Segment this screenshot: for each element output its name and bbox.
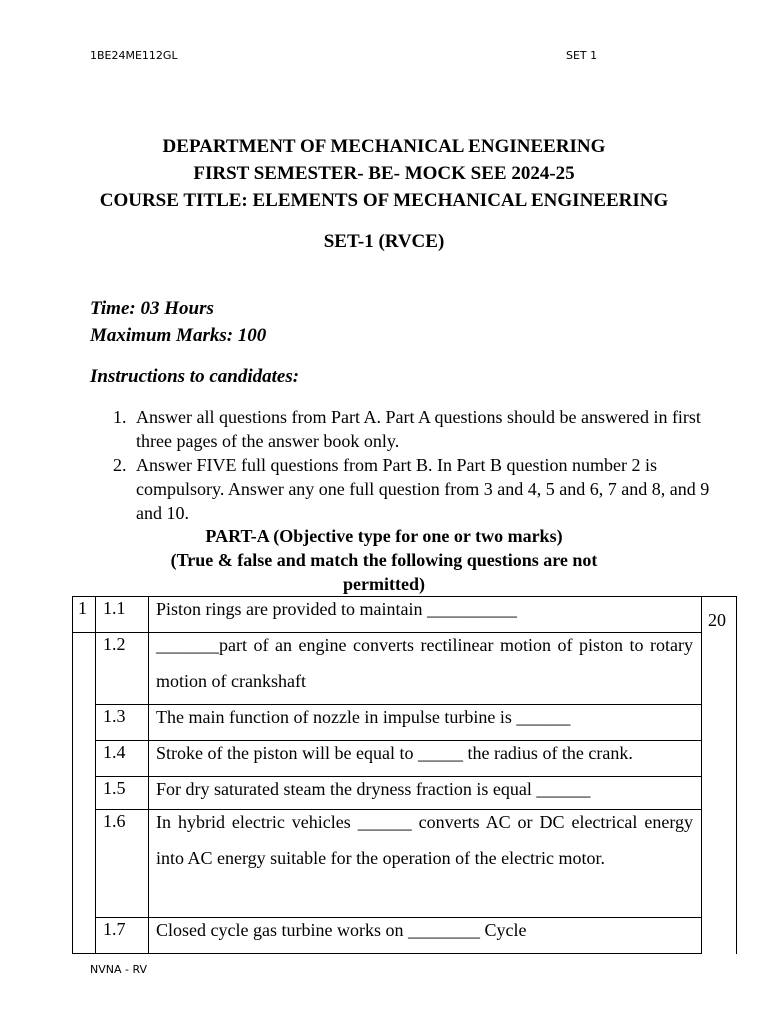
part-a-note: (True & false and match the following questions are not: [170, 550, 598, 570]
column-divider: [148, 596, 149, 954]
question-text: Closed cycle gas turbine works on ________ Cycle: [156, 920, 527, 940]
instructions-heading: Instructions to candidates:: [90, 366, 300, 387]
subquestion-number: 1.3: [103, 706, 126, 726]
subquestion-number: 1.1: [103, 598, 126, 618]
question-number-column: [72, 632, 95, 954]
question-text: _______part of an engine converts rectilinear motion of piston to rotary motion of crankshaft: [156, 635, 693, 691]
set-label: SET 1: [566, 49, 598, 62]
footer: NVNA - RV: [90, 963, 148, 976]
document-code: 1BE24ME112GL: [90, 49, 178, 62]
semester-title: FIRST SEMESTER- BE- MOCK SEE 2024-25: [193, 163, 575, 184]
subquestion-number: 1.4: [103, 742, 126, 762]
part-a-note-continued: permitted): [343, 574, 425, 594]
question-number: 1: [78, 598, 87, 618]
instruction-item: [113, 405, 723, 453]
subquestion-number: 1.6: [103, 811, 126, 831]
question-text: The main function of nozzle in impulse turbine is ______: [156, 707, 571, 727]
exam-time: Time: 03 Hours: [90, 298, 214, 319]
question-text: In hybrid electric vehicles ______ converts AC or DC electrical energy into AC energy suitable for the operation of the electric motor.: [156, 812, 693, 868]
department-title: DEPARTMENT OF MECHANICAL ENGINEERING: [162, 136, 606, 157]
set-title: SET-1 (RVCE): [323, 231, 445, 252]
question-text: Piston rings are provided to maintain __________: [156, 599, 517, 619]
subquestion-number: 1.7: [103, 919, 126, 939]
part-a-title: PART-A (Objective type for one or two marks): [205, 526, 563, 546]
instruction-text: Answer FIVE full questions from Part B. In Part B question number 2 is compulsory. Answer any one full question from 3 and 4, 5 and 6, 7 and 8, and 9 and 10.: [136, 455, 710, 523]
marks-top-border: [701, 596, 737, 597]
instruction-text: Answer all questions from Part A. Part A questions should be answered in first three pages of the answer book only.: [136, 407, 701, 451]
subquestion-number: 1.5: [103, 778, 126, 798]
question-text: For dry saturated steam the dryness fraction is equal ______: [156, 779, 591, 799]
instruction-number: 1.: [113, 407, 127, 427]
course-title: COURSE TITLE: ELEMENTS OF MECHANICAL ENGINEERING: [99, 190, 669, 211]
max-marks: Maximum Marks: 100: [90, 325, 267, 346]
instruction-item: [113, 453, 723, 525]
question-text: Stroke of the piston will be equal to _____ the radius of the crank.: [156, 743, 633, 763]
instruction-number: 2.: [113, 455, 127, 475]
marks-value: 20: [708, 610, 726, 630]
marks-right-border: [736, 596, 737, 954]
subquestion-number: 1.2: [103, 634, 126, 654]
